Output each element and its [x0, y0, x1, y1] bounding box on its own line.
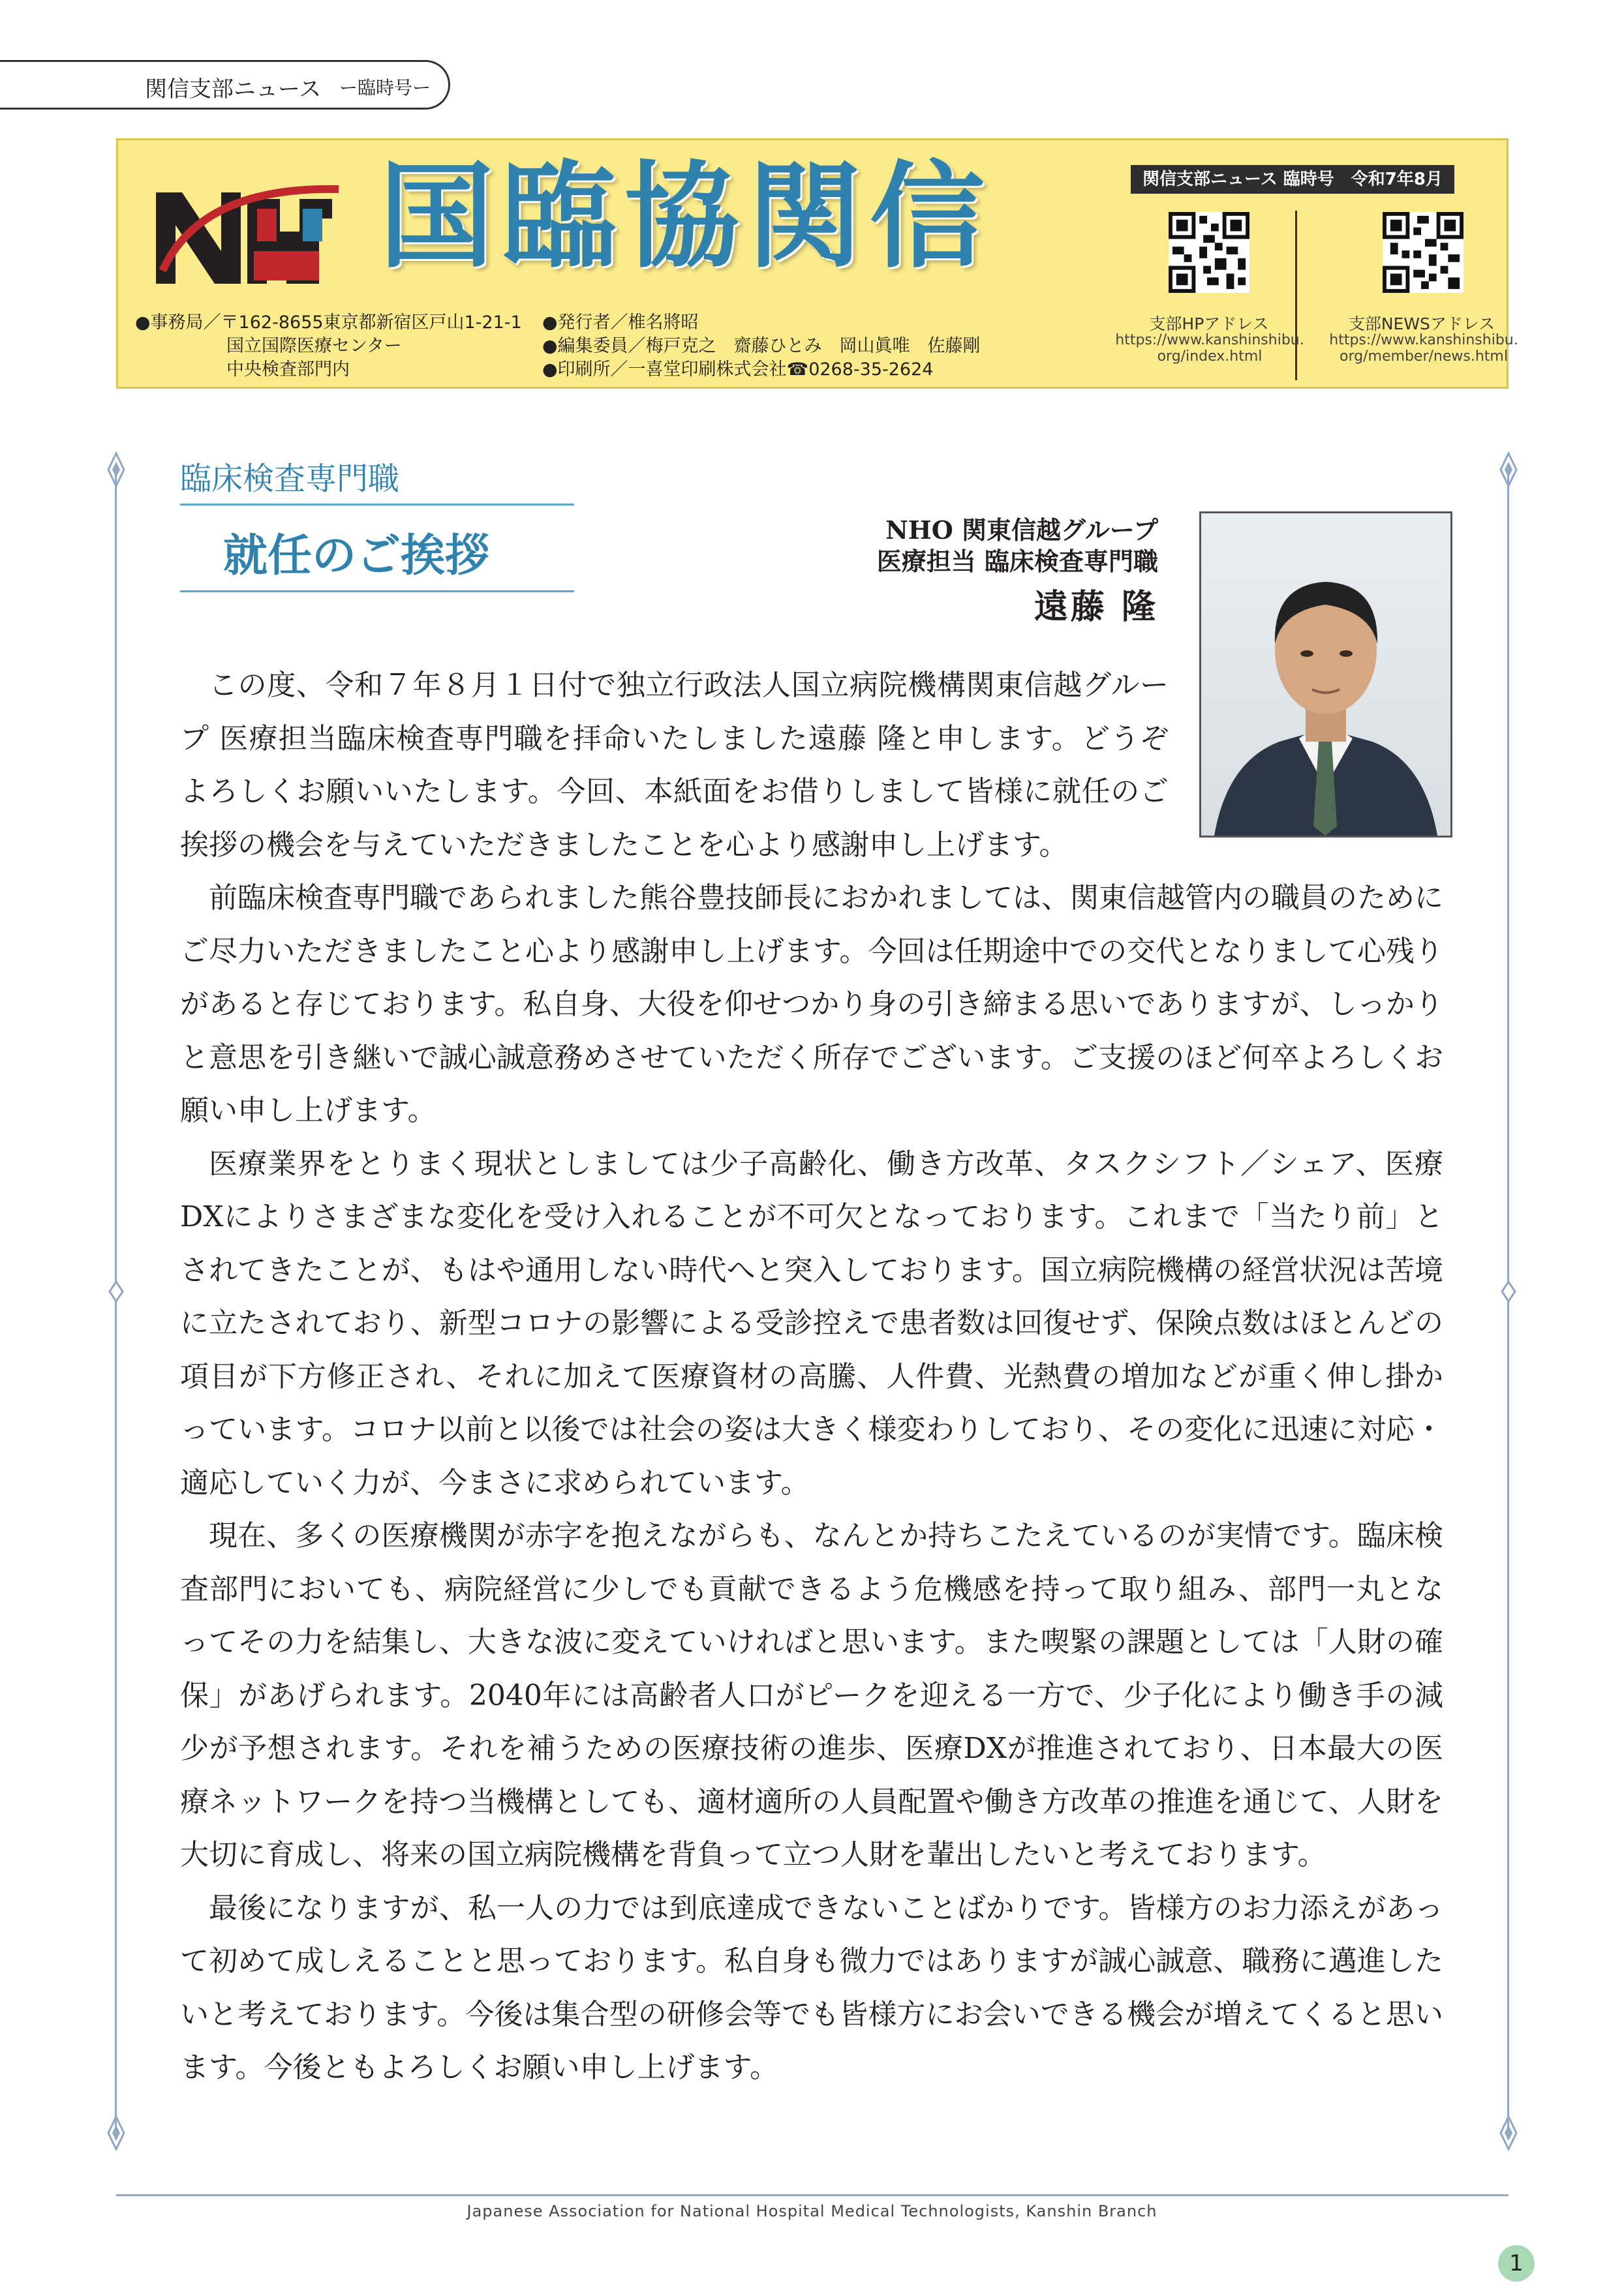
article-title: 就任のご挨拶 — [223, 530, 490, 582]
qr-label-news: 支部NEWSアドレス — [1348, 314, 1495, 333]
ornament-bottom-left-icon — [103, 2113, 129, 2152]
qr-label-homepage: 支部HPアドレス — [1149, 314, 1269, 333]
qr-url-line: https://www.kanshinshibu. — [1115, 332, 1304, 348]
ornament-mid-left-icon — [103, 1272, 129, 1311]
ornament-bottom-right-icon — [1495, 2113, 1522, 2152]
qr-url-line: https://www.kanshinshibu. — [1329, 332, 1518, 348]
byline-name: 遠藤 隆 — [1034, 587, 1158, 627]
qr-code-homepage[interactable] — [1169, 212, 1249, 293]
office-department: 中央検査部門内 — [226, 359, 350, 380]
page-number: 1 — [1498, 2245, 1535, 2282]
ornament-top-left-icon — [103, 450, 129, 489]
nhmt-logo-icon — [149, 173, 345, 290]
publisher: ●発行者／椎名將昭 — [542, 312, 699, 333]
editors: ●編集委員／梅戸克之 齋藤ひとみ 岡山眞唯 佐藤剛 — [542, 336, 981, 356]
paragraph: 医療業界をとりまく現状としましては少子高齢化、働き方改革、タスクシフト／シェア、医療DXによりさまざまな変化を受け入れることが不可欠となっております。これまで「当たり前」とされてきたことが、もはや通用しない時代へと突入しております。国立病院機構の経営状況は苦境に立たされており、新型コロナの影響による受診控えで患者数は回復せず、保険点数はほとんどの項目が下方修正され、それに加えて医療資材の高騰、人件費、光熱費の増加などが重く伸し掛かっています。コロナ以前と以後では社会の姿は大きく様変わりしており、その変化に迅速に対応・適応していく力が、今まさに求められています。 — [180, 1147, 1443, 1500]
footer-text: Japanese Association for National Hospital Medical Technologists, Kanshin Branch — [467, 2202, 1157, 2220]
office-info — [135, 311, 522, 382]
byline-group: NHO 関東信越グループ — [885, 515, 1158, 545]
office-center: 国立国際医療センター — [226, 336, 402, 356]
paragraph: 現在、多くの医療機関が赤字を抱えながらも、なんとか持ちこたえているのが実情です。臨床検査部門においても、病院経営に少しでも貢献できるよう危機感を持って取り組み、部門一丸となってその力を結集し、大きな波に変えていければと思います。また喫緊の課題としては「人財の確保」があげられます。2040年には高齢者人口がピークを迎える一方で、少子化により働き手の減少が予想されます。それを補うための医療技術の進歩、医療DXが推進されており、日本最大の医療ネットワークを持つ当機構としても、適材適所の人員配置や働き方改革の推進を通じて、人財を大切に育成し、将来の国立病院機構を背負って立つ人財を輩出したいと考えております。 — [180, 1519, 1443, 1871]
qr-url-news — [1329, 332, 1518, 365]
qr-code-icon — [1169, 212, 1249, 293]
printer: ●印刷所／一喜堂印刷株式会社☎0268-35-2624 — [542, 359, 934, 380]
newsletter-tab-subtitle: ー臨時号ー — [339, 77, 431, 98]
issue-label: 関信支部ニュース 臨時号 令和7年8月 — [1131, 165, 1454, 194]
ornament-mid-right-icon — [1495, 1272, 1522, 1311]
masthead-title: 国臨協関信 — [379, 150, 993, 284]
staff-info — [542, 311, 981, 382]
newsletter-tab-title: 関信支部ニュース — [145, 76, 322, 102]
qr-code-icon — [1383, 212, 1463, 293]
paragraph: 前臨床検査専門職であられました熊谷豊技師長におかれましては、関東信越管内の職員のためにご尽力いただきましたこと心より感謝申し上げます。今回は任期途中での交代となりまして心残りがあると存じております。私自身、大役を仰せつかり身の引き締まる思いでありますが、しっかりと意思を引き継いで誠心誠意務めさせていただく所存でございます。ご支援のほど何卒よろしくお願い申し上げます。 — [180, 881, 1443, 1127]
ornament-top-right-icon — [1495, 450, 1522, 489]
paragraph: この度、令和７年８月１日付で独立行政法人国立病院機構関東信越グループ 医療担当臨床検査専門職を拝命いたしました遠藤 隆と申します。どうぞよろしくお願いいたします。今回、本紙面をお借りしまして皆様に就任のご挨拶の機会を与えていただきましたことを心より感謝申し上げます。 — [180, 669, 1169, 862]
article-body — [180, 659, 1443, 2094]
masthead-header — [116, 138, 1518, 389]
footer-rule — [116, 2194, 1509, 2196]
paragraph: 最後になりますが、私一人の力では到底達成できないことばかりです。皆様方のお力添えがあって初めて成しえることと思っております。私自身も微力ではありますが誠心誠意、職務に邁進したいと考えております。今後は集合型の研修会等でも皆様方にお会いできる機会が増えてくると思います。今後ともよろしくお願い申し上げます。 — [180, 1891, 1443, 2084]
qr-url-homepage — [1115, 332, 1304, 365]
newsletter-tab — [0, 60, 450, 110]
title-rule-top — [180, 504, 574, 506]
section-label: 臨床検査専門職 — [180, 461, 400, 497]
office-address: ●事務局／〒162-8655東京都新宿区戸山1-21-1 — [135, 312, 522, 333]
qr-url-line: org/member/news.html — [1340, 348, 1508, 365]
byline-role: 医療担当 臨床検査専門職 — [876, 547, 1158, 576]
title-rule-bottom — [180, 590, 574, 592]
qr-url-line: org/index.html — [1157, 348, 1263, 365]
qr-code-news[interactable] — [1383, 212, 1463, 293]
